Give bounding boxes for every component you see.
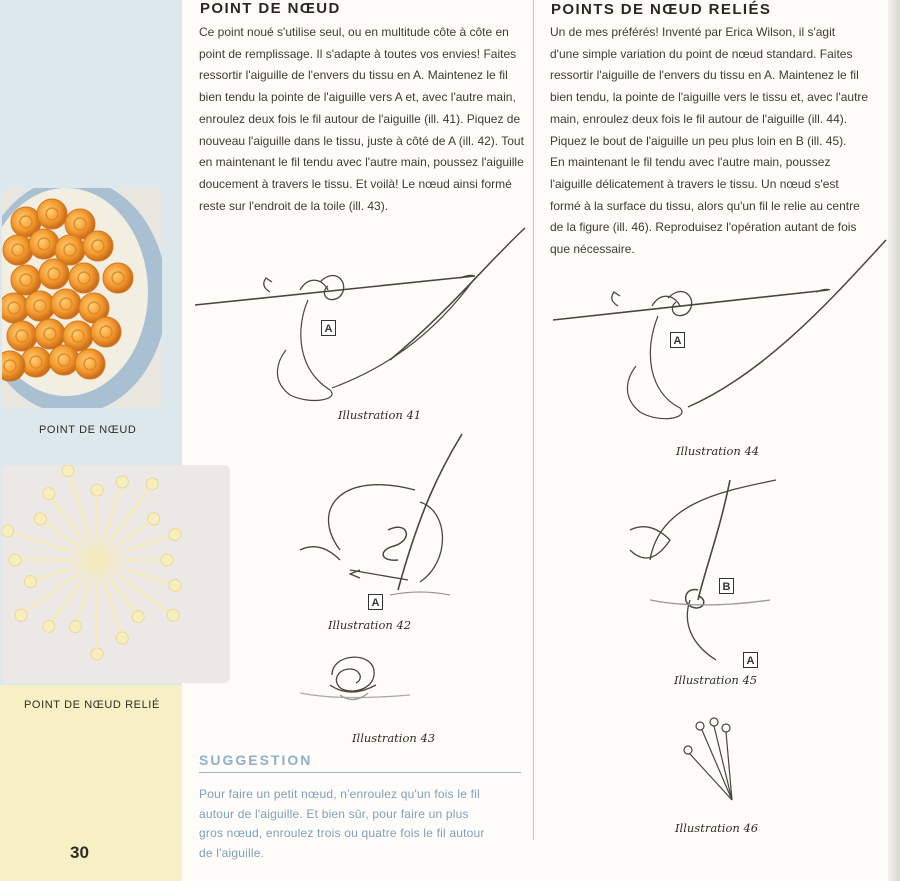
illustration-43 (290, 635, 420, 715)
text-line: l'aiguille délicatement à travers le tissu. Un nœud s'est (550, 176, 839, 191)
text-line: formé à la surface du tissu, alors qu'un fil le relie au centre (550, 198, 860, 213)
tip-line: gros nœud, enroulez trois ou quatre fois le fil autour (199, 826, 485, 840)
text-line: de la figure (ill. 46). Reproduisez l'opération autant de fois (550, 220, 857, 235)
label-a-box (670, 332, 685, 348)
column-divider (533, 0, 534, 840)
text-line: ressortir l'aiguille de l'envers du tissu en A. Maintenez le fil (199, 68, 508, 83)
tip-line: de l'aiguille. (199, 845, 265, 860)
text-line: main, enroulez deux fois le fil autour de l'aiguille (ill. 44). (550, 111, 848, 126)
illustration-42-caption: Illustration 42 (328, 618, 412, 632)
photo2-caption: POINT DE NŒUD RELIÉ (24, 699, 160, 711)
label-a-box (743, 652, 758, 668)
illustration-44 (548, 232, 888, 442)
label-b: B (722, 581, 731, 593)
text-line: bien tendu la pointe de l'aiguille vers A et, avec l'autre main, (199, 90, 516, 105)
label-b-box (719, 578, 734, 594)
illustration-46-caption: Illustration 46 (675, 821, 759, 835)
illustration-45-caption: Illustration 45 (674, 673, 758, 687)
page-number: 30 (70, 843, 89, 862)
left-body-text (199, 22, 529, 217)
illustration-41-caption: Illustration 41 (338, 408, 422, 422)
label-a-box (321, 320, 336, 336)
illustration-45 (610, 470, 810, 670)
photo-french-knots (2, 188, 162, 408)
illustration-42 (280, 430, 480, 610)
right-body-text (550, 22, 890, 261)
tip-rule (199, 772, 521, 773)
text-line: Piquez le bout de l'aiguille un peu plus loin en B (ill. 45). (550, 133, 847, 148)
tip-heading: SUGGESTION (199, 752, 313, 768)
text-line: En maintenant le fil tendu avec l'autre main, poussez (550, 155, 831, 170)
illustration-44-caption: Illustration 44 (676, 444, 760, 458)
label-a: A (746, 655, 755, 667)
photo1-caption: POINT DE NŒUD (39, 424, 137, 436)
tip-line: autour de l'aiguille. Et bien sûr, pour faire un plus (199, 806, 469, 821)
illustration-41 (190, 220, 530, 410)
text-line: reste sur l'endroit de la toile (ill. 43). (199, 198, 389, 213)
photo-linked-knots (2, 465, 230, 683)
label-a-box (368, 594, 383, 610)
tip-text (199, 785, 521, 863)
label-a: A (371, 597, 380, 609)
text-line: d'une simple variation du point de nœud standard. Faites (550, 46, 853, 61)
illustration-46 (670, 712, 760, 812)
text-line: point de remplissage. Il s'adapte à toutes vos envies! Faites (199, 46, 517, 61)
page-edge (888, 0, 900, 881)
sidebar-yellow-panel (0, 685, 182, 881)
label-a: A (324, 323, 333, 335)
text-line: que nécessaire. (550, 242, 635, 257)
left-heading: POINT DE NŒUD (200, 0, 341, 17)
text-line: doucement à travers le tissu. Et voilà! Le nœud ainsi formé (199, 176, 512, 191)
text-line: bien tendu, la pointe de l'aiguille vers le tissu et, avec l'autre (550, 90, 869, 105)
text-line: en maintenant le fil tendu avec l'autre main, poussez l'aiguille (199, 155, 524, 170)
tip-line: Pour faire un petit nœud, n'enroulez qu'un fois le fil (199, 787, 480, 801)
text-line: enroulez deux fois le fil autour de l'aiguille (ill. 41). Piquez de (199, 111, 521, 126)
right-heading: POINTS DE NŒUD RELIÉS (551, 1, 772, 18)
text-line: Ce point noué s'utilise seul, ou en multitude côte à côte en (199, 25, 509, 39)
text-line: nouveau l'aiguille dans le tissu, juste à côté de A (ill. 42). Tout (199, 133, 524, 148)
label-a: A (673, 335, 682, 347)
illustration-43-caption: Illustration 43 (352, 731, 436, 745)
text-line: Un de mes préférés! Inventé par Erica Wilson, il s'agit (550, 25, 836, 39)
text-line: ressortir l'aiguille de l'envers du tissu en A. Maintenez le fil (550, 68, 859, 83)
